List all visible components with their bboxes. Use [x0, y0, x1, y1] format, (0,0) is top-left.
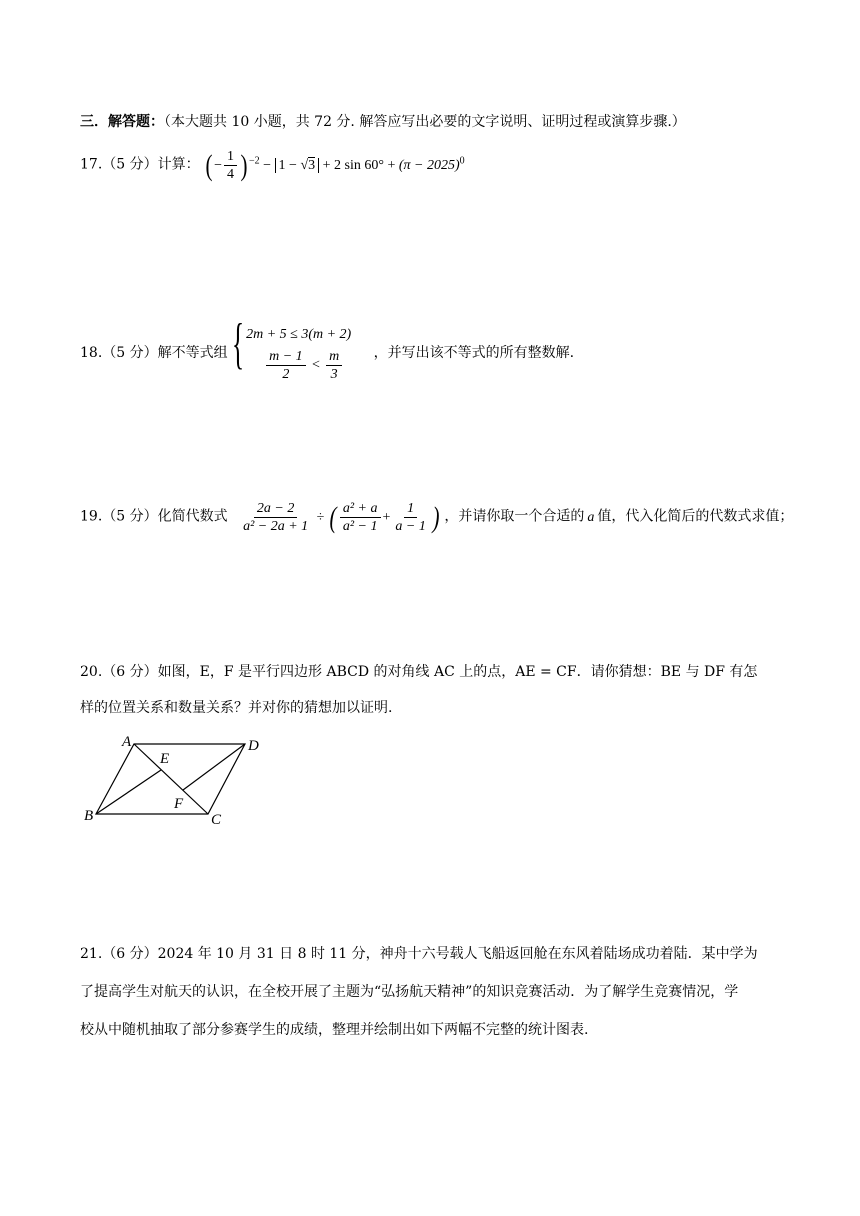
question-20-line-1 — [80, 662, 757, 682]
question-18 — [80, 313, 575, 383]
question-points: （6 分） — [102, 664, 158, 680]
question-prompt: 化简代数式 — [157, 508, 228, 525]
math-expression: ( − $\frac{1}{4}$ ) $^{-2}$ − 1 − √3 + 2 $\sin 60^\circ + (\pi - 2025)^0$ — [205, 148, 465, 182]
question-prompt: 解不等式组 — [157, 344, 228, 361]
label-f: F — [174, 796, 184, 812]
inequality-row-1: 2m + 5 ≤ 3(m + 2) — [246, 327, 352, 342]
label-e: E — [160, 751, 170, 767]
inequality-system: { 2m + 5 ≤ 3(m + 2) $\frac{m - 1}{2}$ < $\frac{m}{3}$ — [232, 313, 352, 382]
segment-df — [183, 744, 245, 790]
question-prompt: 计算： — [157, 156, 200, 173]
label-b: B — [84, 808, 94, 824]
parallelogram-figure — [80, 730, 270, 830]
question-21-line-2: 了提高学生对航天的认识，在全校开展了主题为“弘扬航天精神”的知识竞赛活动．为了解学生竞赛情况，学 — [80, 984, 739, 1000]
question-21-line-1 — [80, 944, 758, 964]
inequality-row-2: $\frac{m - 1}{2}$ < $\frac{m}{3}$ — [246, 348, 351, 383]
section-header — [80, 112, 686, 132]
question-17 — [80, 148, 465, 183]
question-20-line-2: 样的位置关系和数量关系？并对你的猜想加以证明. — [80, 700, 393, 716]
question-number: 21. — [80, 946, 103, 962]
question-number: 18. — [80, 344, 103, 361]
question-text: 如图，E，F 是平行四边形 ABCD 的对角线 AC 上的点，AE = CF．请你猜想：BE 与 DF 有怎 — [157, 664, 758, 680]
question-19: 19.（5 分）化简代数式 $\frac{2a - 2}{\text{a² − 2a + 1}}$ ÷ ( $\frac{\text{a² + a}}{\text{a² − 1}}$ + $\frac{1}{a - 1}$ ) ，并请你取一个合适的 a 值，代入化简后的代数式求值； — [80, 500, 794, 534]
question-number: 20. — [80, 664, 103, 680]
question-points: （6 分） — [102, 946, 158, 962]
question-text: 2024 年 10 月 31 日 8 时 11 分，神舟十六号载人飞船返回舱在东风着陆场成功着陆．某中学为 — [157, 946, 758, 962]
label-d: D — [248, 738, 259, 754]
question-21-line-3: 校从中随机抽取了部分参赛学生的成绩，整理并绘制出如下两幅不完整的统计图表. — [80, 1022, 589, 1038]
question-points: （5 分） — [102, 508, 158, 525]
label-a: A — [122, 734, 132, 750]
section-label: 三．解答题： — [80, 114, 164, 130]
question-points: （5 分） — [102, 344, 158, 361]
question-tail: ，并写出该不等式的所有整数解. — [373, 344, 575, 361]
question-number: 17. — [80, 156, 103, 173]
segment-be — [96, 770, 161, 814]
algebraic-expression: $\frac{2a - 2}{\text{a² − 2a + 1}}$ ÷ ( $\frac{\text{a² + a}}{\text{a² − 1}}$ + $\frac{1}{a - 1}$ ) — [243, 500, 440, 534]
section-note: （本大题共 10 小题，共 72 分. 解答应写出必要的文字说明、证明过程或演算步骤.） — [164, 114, 686, 130]
question-number: 19. — [80, 508, 103, 525]
question-tail-b: 值，代入化简后的代数式求值； — [597, 508, 794, 525]
question-tail-a: ，并请你取一个合适的 — [444, 508, 585, 525]
label-c: C — [211, 812, 222, 828]
question-points: （5 分） — [102, 156, 158, 173]
